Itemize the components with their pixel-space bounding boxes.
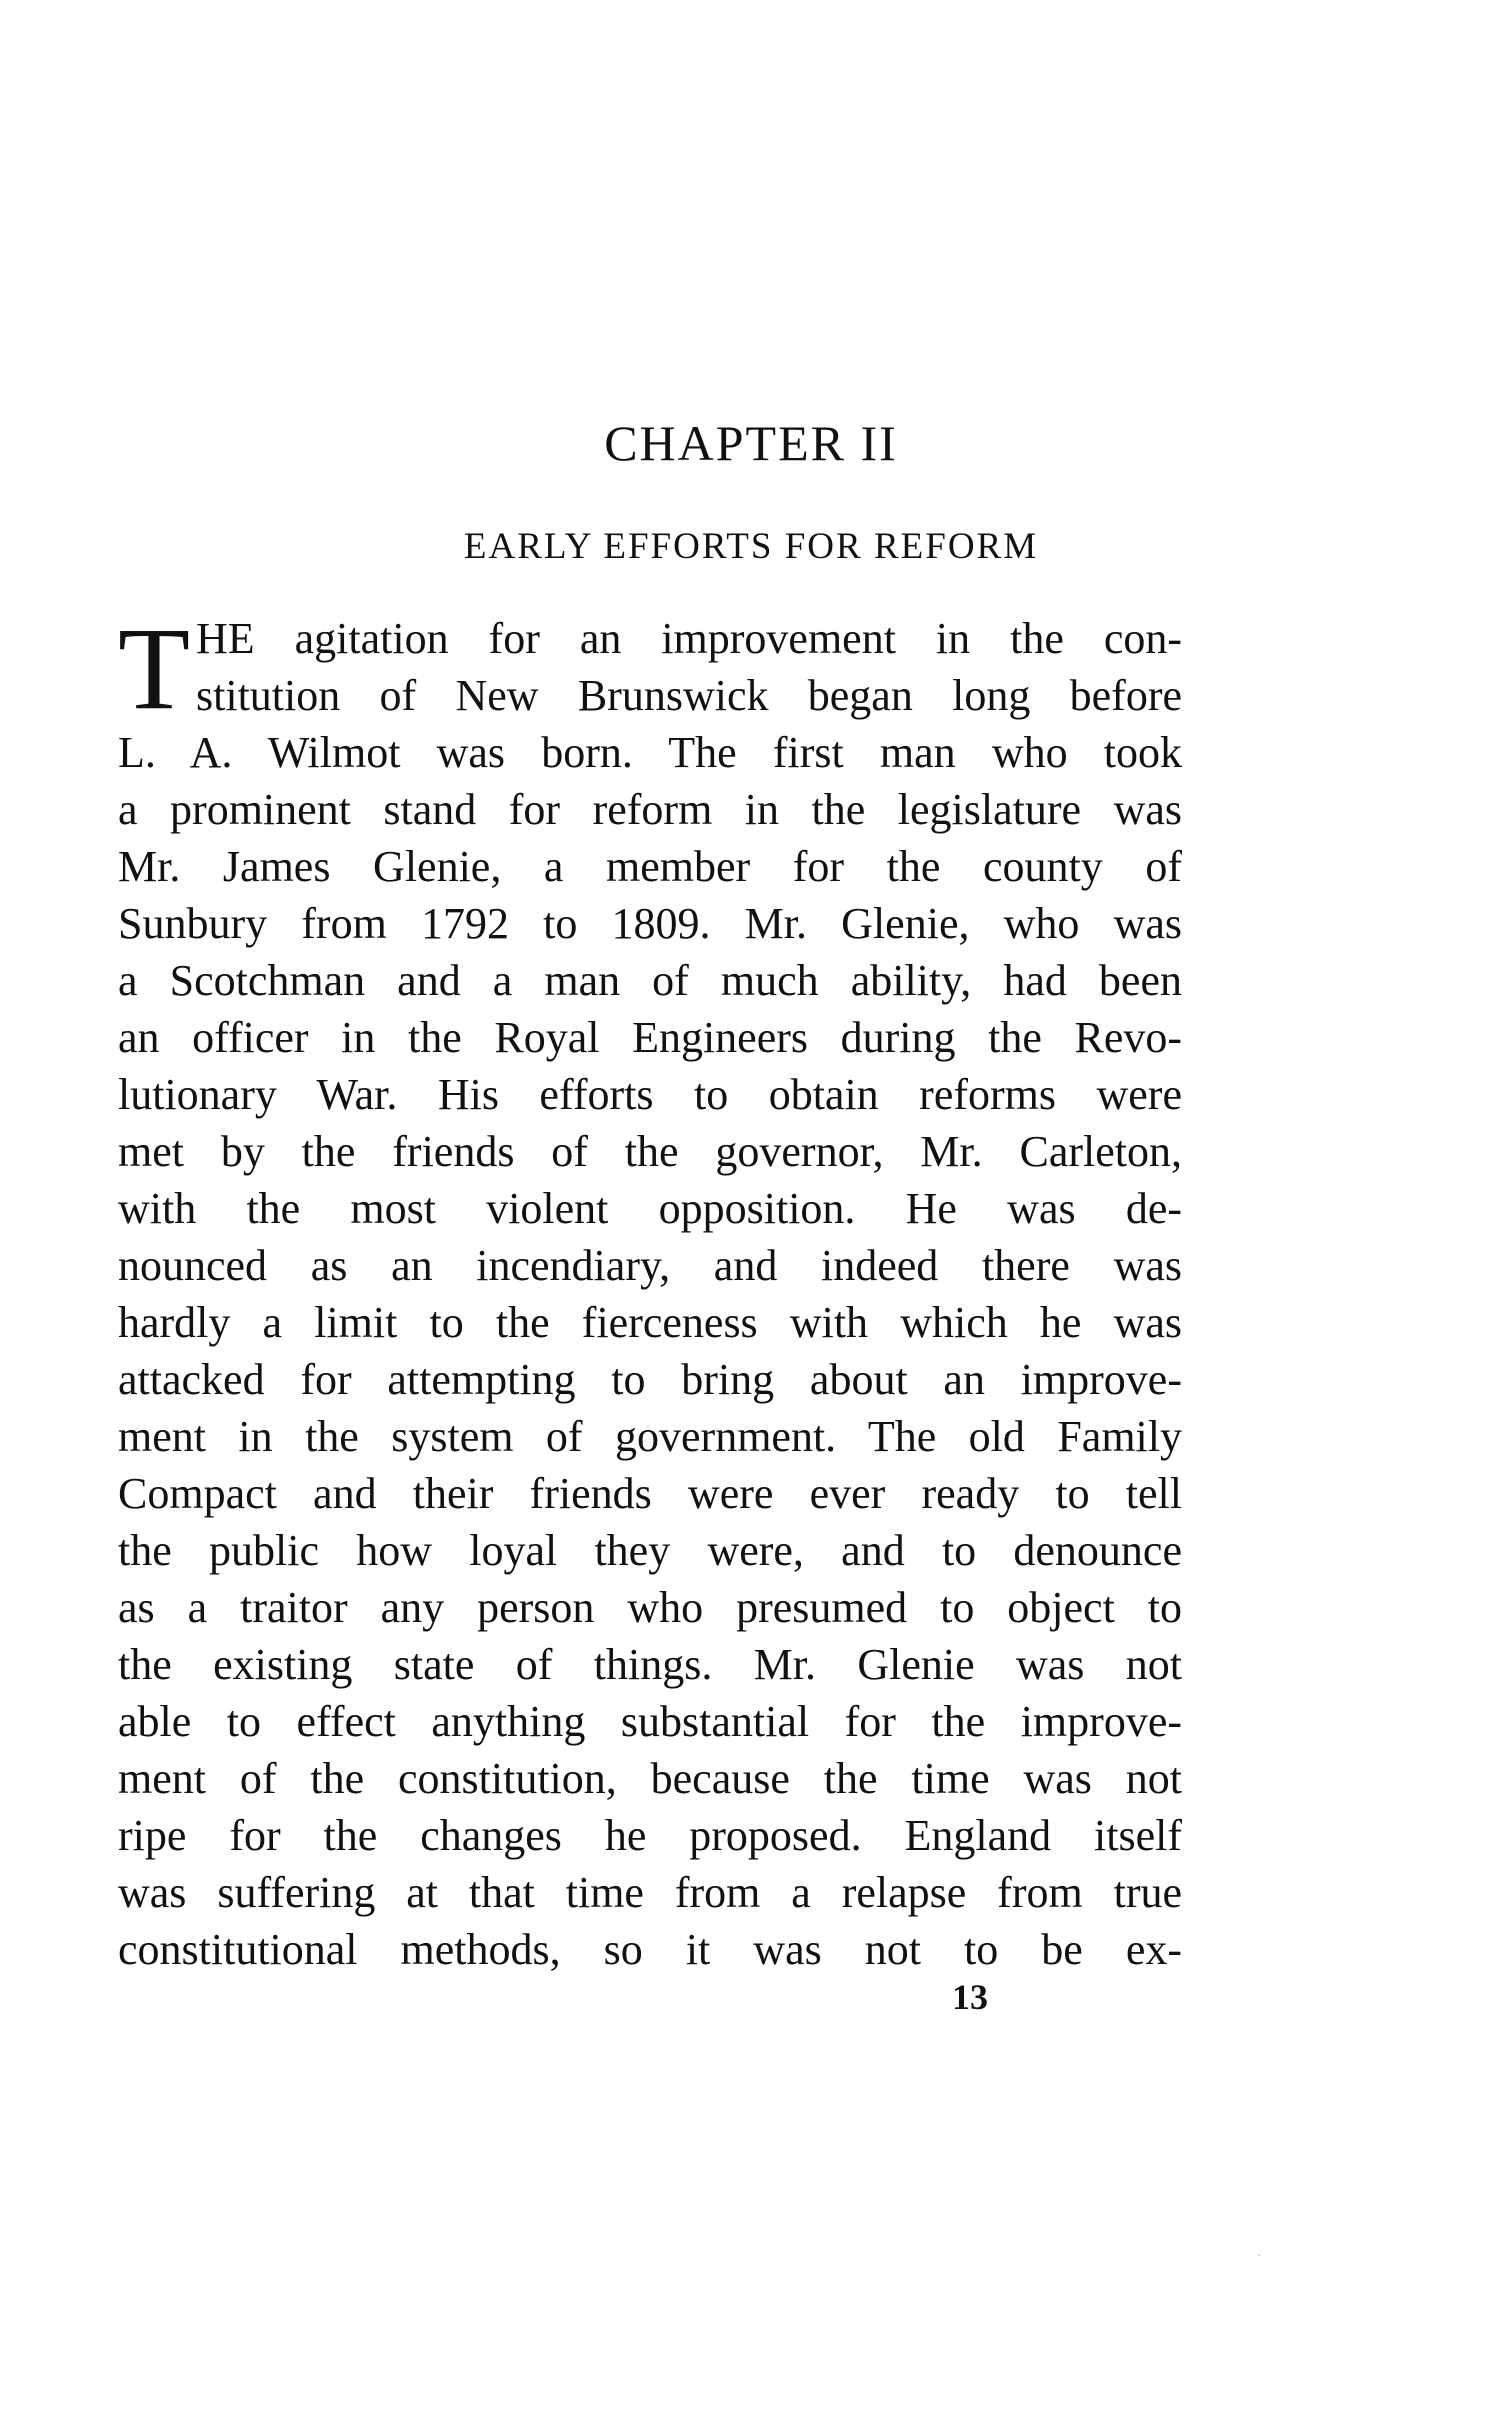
text-line: an officer in the Royal Engineers during the Revo- [118,1013,1182,1062]
chapter-title: EARLY EFFORTS FOR REFORM [463,526,1039,567]
body-text [118,603,1182,1978]
text-line: was suffering at that time from a relapse from true [118,1868,1182,1917]
text-line: attacked for attempting to bring about an improve- [118,1355,1182,1404]
text-line: met by the friends of the governor, Mr. Carleton, [118,1127,1182,1176]
text-line: with the most violent opposition. He was de- [118,1184,1182,1233]
text-line: stitution of New Brunswick began long before [196,671,1182,720]
text-line: lutionary War. His efforts to obtain reforms were [118,1070,1182,1119]
text-line: HE agitation for an improvement in the con- [196,614,1182,663]
text-line: Sunbury from 1792 to 1809. Mr. Glenie, who was [118,899,1182,948]
text-line: the public how loyal they were, and to denounce [118,1526,1182,1575]
text-line: constitutional methods, so it was not to be ex- [118,1925,1182,1974]
text-line: hardly a limit to the fierceness with which he was [118,1298,1182,1347]
text-line: Mr. James Glenie, a member for the county of [118,842,1182,891]
text-line: L. A. Wilmot was born. The first man who took [118,728,1182,777]
drop-cap: T [118,603,191,734]
text-line: nounced as an incendiary, and indeed there was [118,1241,1182,1290]
text-line: a prominent stand for reform in the legislature was [118,785,1182,834]
text-line: the existing state of things. Mr. Glenie was not [118,1640,1182,1689]
text-line: able to effect anything substantial for the improve- [118,1697,1182,1746]
text-line: ment in the system of government. The old Family [118,1412,1182,1461]
text-line: as a traitor any person who presumed to object to [118,1583,1182,1632]
scan-speck [1258,2254,1260,2256]
text-line: a Scotchman and a man of much ability, had been [118,956,1182,1005]
text-line: Compact and their friends were ever ready to tell [118,1469,1182,1518]
page-number: 13 [952,1977,988,2017]
text-line: ment of the constitution, because the time was not [118,1754,1182,1803]
chapter-number: CHAPTER II [604,415,898,471]
text-line: ripe for the changes he proposed. England itself [118,1811,1182,1860]
